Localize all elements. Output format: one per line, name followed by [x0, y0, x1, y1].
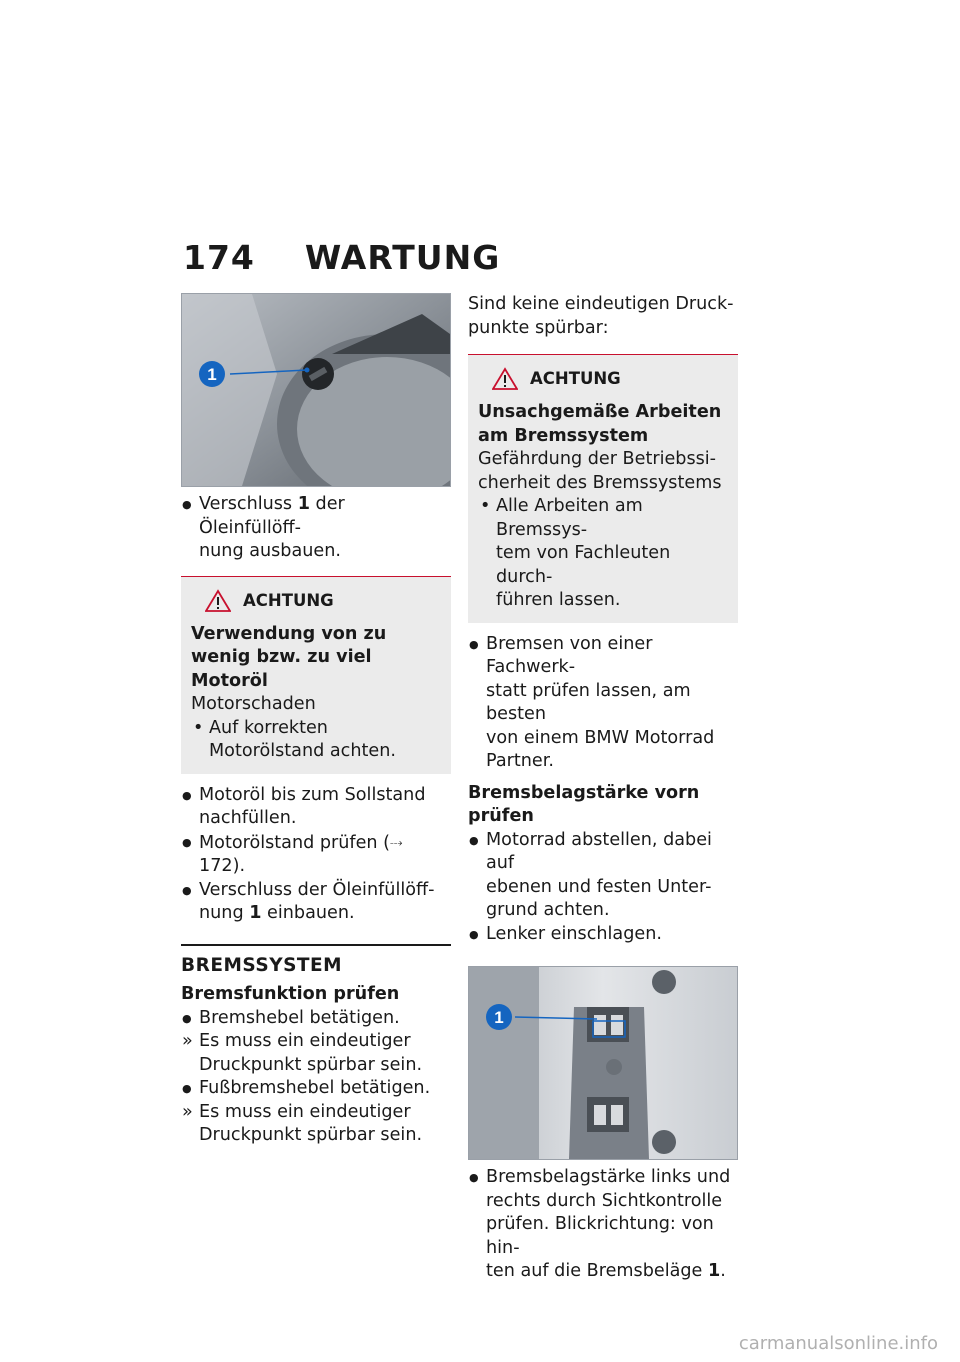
subsection-title: Bremsbelagstärke vorn prüfen — [468, 782, 700, 826]
step-park: ● Motorrad abstellen, dabei auf ebenen und festen Unter- grund achten. — [468, 829, 738, 923]
warning-action: • Alle Arbeiten am Bremssys- tem von Fachleuten durch- führen lassen. — [478, 495, 728, 613]
watermark: carmanualsonline.info — [738, 1333, 938, 1354]
step-workshop: ● Bremsen von einer Fachwerk- statt prüfen lassen, am besten von einem BMW Motorrad Partner. — [468, 633, 738, 774]
photo-marker: 1 — [207, 365, 217, 384]
oil-filler-photo — [181, 293, 451, 487]
step-brake-lever: ● Bremshebel betätigen. — [181, 1007, 451, 1031]
page-header — [183, 238, 500, 277]
left-column — [181, 293, 451, 1148]
step-turn-handlebar: ● Lenker einschlagen. — [468, 923, 738, 947]
warning-label: ACHTUNG — [530, 369, 621, 389]
page-number: 174 — [183, 238, 255, 277]
step-remove-cap: ● Verschluss 1 der Öleinfüllöff- nung ausbauen. — [181, 493, 451, 564]
warning-triangle-icon — [205, 589, 231, 613]
step-refill: ● Motoröl bis zum Sollstand nachfüllen. — [181, 784, 451, 831]
section-brakes — [181, 944, 451, 1007]
result-pressure-point: » Es muss ein eindeutiger Druckpunkt spürbar sein. — [181, 1030, 451, 1077]
warning-box — [181, 576, 451, 774]
warning-triangle-icon — [492, 367, 518, 391]
chapter-title: WARTUNG — [304, 238, 501, 277]
result-pressure-point-2: » Es muss ein eindeutiger Druckpunkt spürbar sein. — [181, 1101, 451, 1148]
step-check-pads: ● Bremsbelagstärke links und rechts durch Sichtkontrolle prüfen. Blickrichtung: von hin- ten auf die Bremsbeläge 1. — [468, 1166, 738, 1284]
warning-label: ACHTUNG — [243, 590, 334, 610]
subsection-title: Bremsfunktion prüfen — [181, 984, 400, 1004]
warning-consequence: Gefährdung der Betriebssi- cherheit des Bremssystems — [478, 449, 722, 493]
photo-marker: 1 — [494, 1008, 504, 1027]
warning-consequence: Motorschaden — [191, 694, 316, 714]
section-title: BREMSSYSTEM — [181, 954, 343, 976]
warning-action: • Auf korrekten Motorölstand achten. — [191, 717, 441, 764]
step-install-cap: ● Verschluss der Öleinfüllöff- nung 1 einbauen. — [181, 879, 451, 926]
page-reference-arrow-icon: ⤏ — [390, 834, 403, 849]
step-foot-brake: ● Fußbremshebel betätigen. — [181, 1077, 451, 1101]
warning-box-brakes — [468, 354, 738, 623]
warning-title: Verwendung von zu wenig bzw. zu viel Motoröl — [191, 623, 387, 691]
step-check-level: ● Motorölstand prüfen (⤏ 172). — [181, 831, 451, 879]
brake-pad-photo — [468, 966, 738, 1160]
warning-title: Unsachgemäße Arbeiten am Bremssystem — [478, 402, 722, 446]
right-column — [468, 293, 738, 1284]
intro-text: Sind keine eindeutigen Druck- punkte spürbar: — [468, 294, 734, 338]
